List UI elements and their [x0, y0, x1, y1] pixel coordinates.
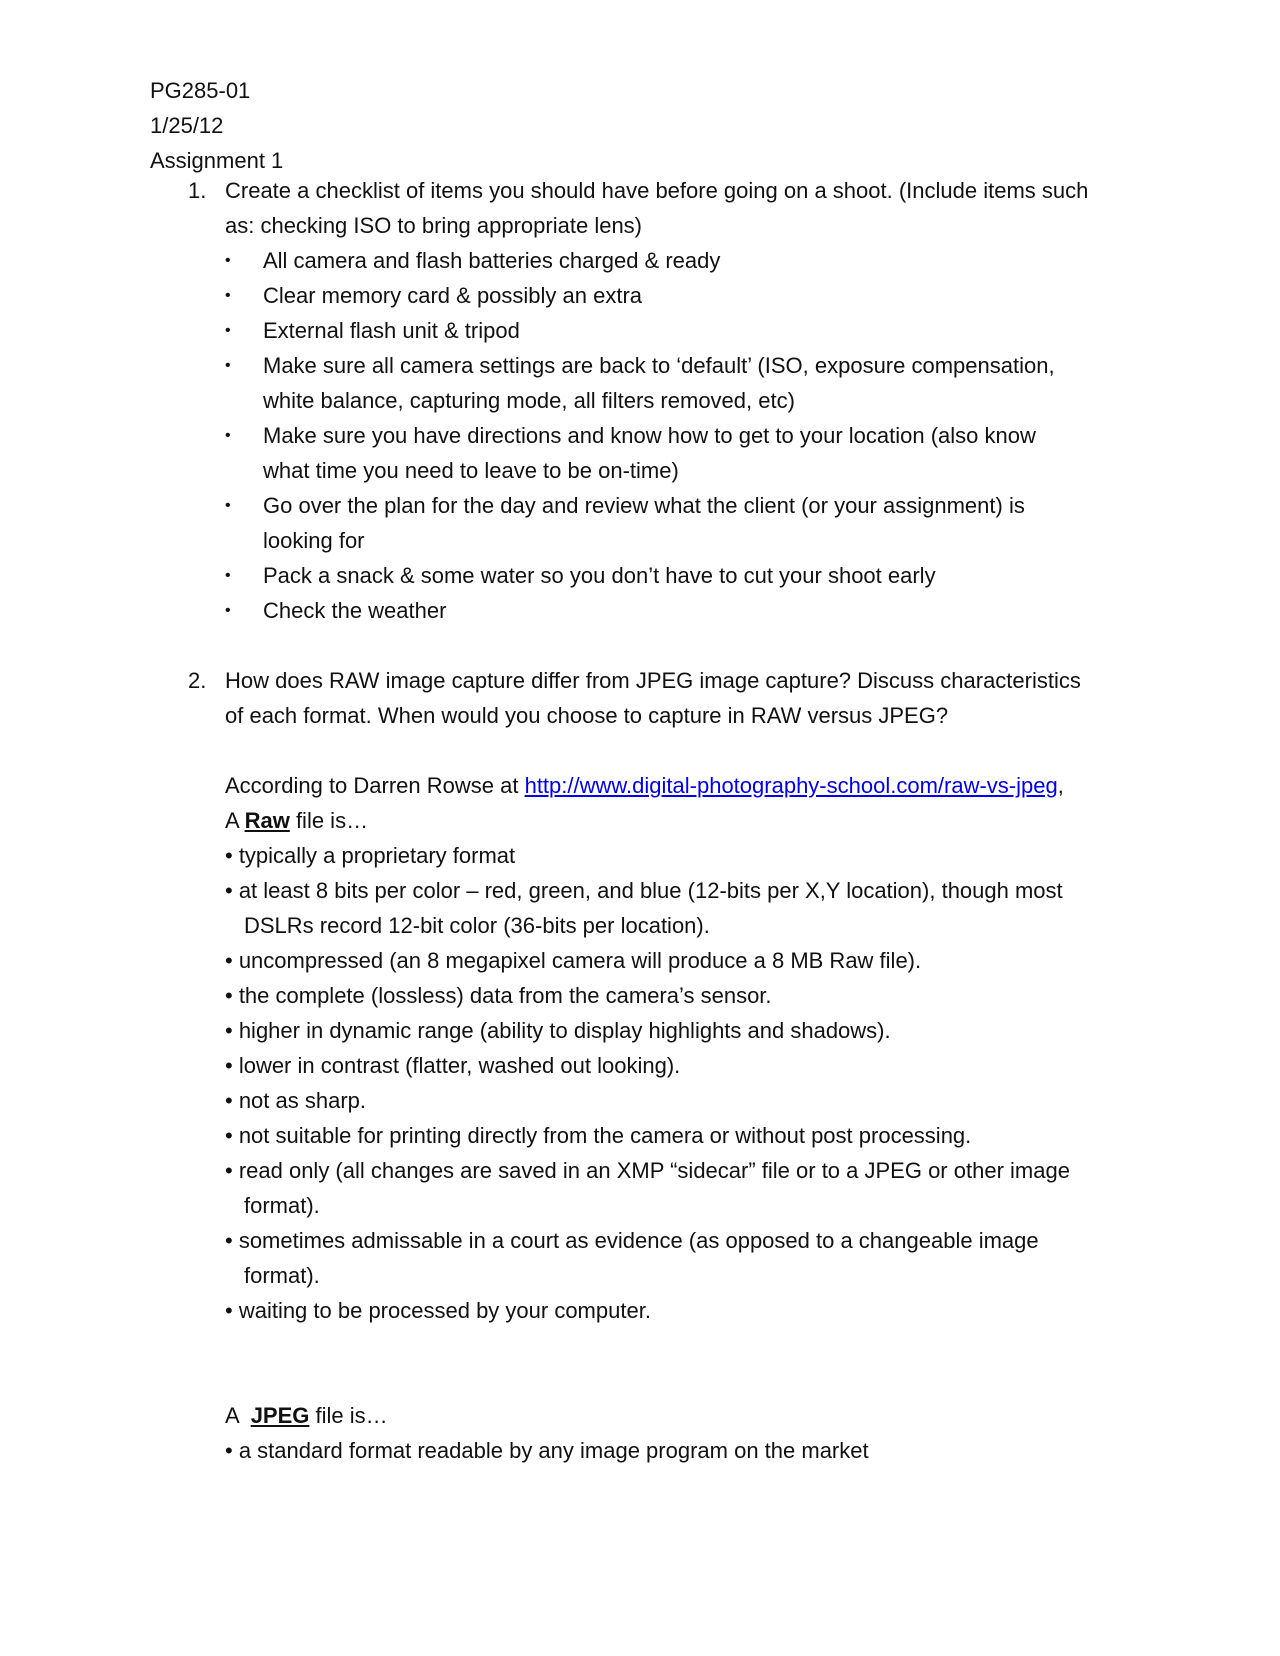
source-link[interactable]: http://www.digital-photography-school.com/raw-vs-jpeg: [524, 773, 1058, 798]
bullet: •: [225, 497, 231, 514]
bullet: •: [225, 602, 231, 619]
raw-heading-suffix: file is…: [289, 808, 369, 833]
checklist-item-cont: looking for: [263, 528, 365, 553]
raw-item-cont: DSLRs record 12-bit color (36-bits per location).: [244, 913, 710, 938]
q2-text-line-2: of each format. When would you choose to capture in RAW versus JPEG?: [225, 703, 949, 728]
checklist-item: Make sure all camera settings are back to ‘default’ (ISO, exposure compensation,: [263, 353, 1055, 378]
bullet: •: [225, 287, 231, 304]
raw-item: • lower in contrast (flatter, washed out looking).: [225, 1053, 681, 1078]
raw-item: • not as sharp.: [225, 1088, 367, 1113]
q1-text-line-1: Create a checklist of items you should have before going on a shoot. (Include items such: [225, 178, 1089, 203]
assignment-date: 1/25/12: [150, 113, 224, 138]
raw-item: • the complete (lossless) data from the camera’s sensor.: [225, 983, 772, 1008]
jpeg-item: • a standard format readable by any image program on the market: [225, 1438, 869, 1463]
checklist-item: Make sure you have directions and know how to get to your location (also know: [263, 423, 1036, 448]
course-code: PG285-01: [150, 78, 251, 103]
bullet: •: [225, 427, 231, 444]
raw-heading: [225, 803, 368, 838]
jpeg-heading-suffix: file is…: [309, 1403, 388, 1428]
raw-item: • higher in dynamic range (ability to display highlights and shadows).: [225, 1018, 891, 1043]
citation-text: According to Darren Rowse at: [225, 773, 525, 798]
raw-word: Raw: [244, 808, 290, 833]
raw-item: • sometimes admissable in a court as evidence (as opposed to a changeable image: [225, 1228, 1039, 1253]
raw-heading-prefix: A: [225, 808, 245, 833]
raw-item-cont: format).: [244, 1193, 320, 1218]
citation-comma: ,: [1057, 773, 1064, 798]
checklist-item: Clear memory card & possibly an extra: [263, 283, 643, 308]
q1-text-line-2: as: checking ISO to bring appropriate lens): [225, 213, 643, 238]
checklist-item-cont: what time you need to leave to be on-time): [263, 458, 679, 483]
checklist-item: Check the weather: [263, 598, 447, 623]
checklist-item-cont: white balance, capturing mode, all filters removed, etc): [263, 388, 795, 413]
checklist-item: Go over the plan for the day and review what the client (or your assignment) is: [263, 493, 1025, 518]
raw-item: • typically a proprietary format: [225, 843, 516, 868]
bullet: •: [225, 567, 231, 584]
bullet: •: [225, 357, 231, 374]
q1-number: 1.: [188, 178, 207, 203]
q2-number: 2.: [188, 668, 207, 693]
raw-item: • read only (all changes are saved in an XMP “sidecar” file or to a JPEG or other image: [225, 1158, 1070, 1183]
assignment-title: Assignment 1: [150, 148, 284, 173]
q2-text-line-1: How does RAW image capture differ from JPEG image capture? Discuss characteristics: [225, 668, 1081, 693]
checklist-item: External flash unit & tripod: [263, 318, 520, 343]
raw-item: • waiting to be processed by your computer.: [225, 1298, 651, 1323]
checklist-item: All camera and flash batteries charged & ready: [263, 248, 721, 273]
raw-item: • not suitable for printing directly from the camera or without post processing.: [225, 1123, 972, 1148]
jpeg-word: JPEG: [250, 1403, 310, 1428]
raw-item: • uncompressed (an 8 megapixel camera will produce a 8 MB Raw file).: [225, 948, 922, 973]
raw-item-cont: format).: [244, 1263, 320, 1288]
source-citation: [225, 768, 1064, 803]
bullet: •: [225, 322, 231, 339]
checklist-item: Pack a snack & some water so you don’t have to cut your shoot early: [263, 563, 936, 588]
raw-item: • at least 8 bits per color – red, green, and blue (12-bits per X,Y location), though most: [225, 878, 1063, 903]
jpeg-heading-prefix: A: [225, 1403, 251, 1428]
bullet: •: [225, 252, 231, 269]
jpeg-heading: [225, 1398, 388, 1433]
